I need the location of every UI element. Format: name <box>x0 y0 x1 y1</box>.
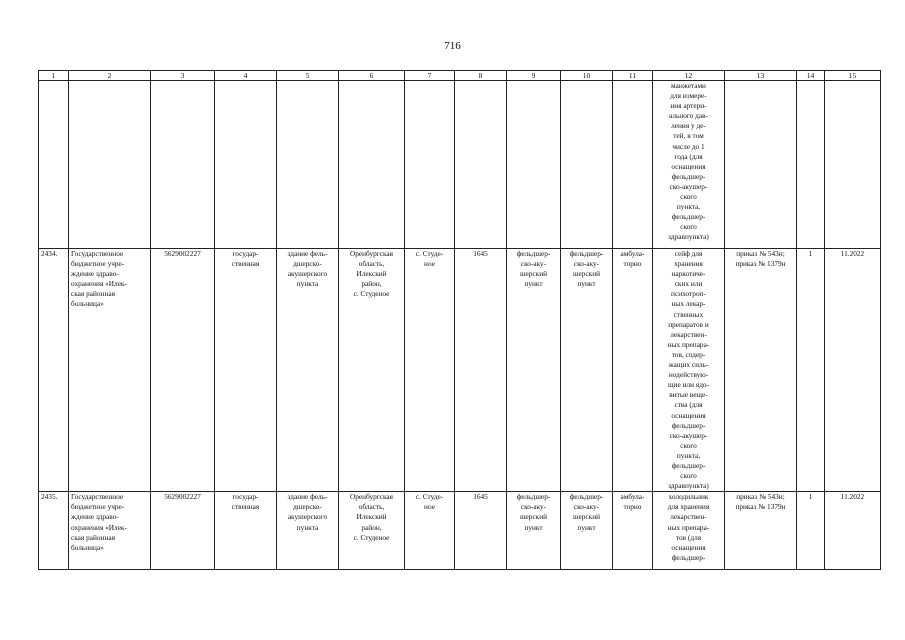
column-header: 10 <box>561 71 613 81</box>
cell-ownership <box>215 81 277 249</box>
cell-building: здание фель- дшерско- акушерского пункта <box>277 492 339 570</box>
column-header: 8 <box>455 71 507 81</box>
cell-unit-type-2: фельдшер- ско-аку- шерский пункт <box>561 249 613 492</box>
column-header: 13 <box>725 71 797 81</box>
cell-care-type: амбула- торно <box>613 249 653 492</box>
column-header: 9 <box>507 71 561 81</box>
cell-ownership: государ- ственная <box>215 492 277 570</box>
cell-qty: 1 <box>797 249 825 492</box>
cell-num: 2435. <box>39 492 69 570</box>
cell-org <box>69 81 151 249</box>
cell-qty <box>797 81 825 249</box>
cell-equipment: манжетами для измере- ния артери- ального дав- ления у де- тей, в том числе до 1 года (для оснащения фельдшер- ско-акушер- ского пункта, фельдшер- ского здравпункта) <box>653 81 725 249</box>
cell-num <box>39 81 69 249</box>
cell-inn: 5629002227 <box>151 492 215 570</box>
cell-date <box>825 81 881 249</box>
cell-equipment: холодильник для хранения лекарствен- ных препара- тов (для оснащения фельдшер- <box>653 492 725 570</box>
cell-settlement: с. Студе- ное <box>405 492 455 570</box>
column-header: 12 <box>653 71 725 81</box>
cell-care-type: амбула- торно <box>613 492 653 570</box>
table-row-continuation <box>39 81 881 249</box>
cell-settlement <box>405 81 455 249</box>
cell-address: Оренбургская область, Илекский район, с. Студеное <box>339 249 405 492</box>
cell-inn <box>151 81 215 249</box>
cell-unit-type-2 <box>561 81 613 249</box>
table-row <box>39 492 881 570</box>
cell-unit-type: фельдшер- ско-аку- шерский пункт <box>507 492 561 570</box>
column-header: 7 <box>405 71 455 81</box>
column-header: 6 <box>339 71 405 81</box>
cell-settlement: с. Студе- ное <box>405 249 455 492</box>
column-header: 14 <box>797 71 825 81</box>
cell-care-type <box>613 81 653 249</box>
table-row <box>39 249 881 492</box>
cell-address: Оренбургская область, Илекский район, с. Студеное <box>339 492 405 570</box>
header-row <box>39 71 881 81</box>
cell-unit-type-2: фельдшер- ско-аку- шерский пункт <box>561 492 613 570</box>
cell-order: приказ № 543н; приказ № 1379н <box>725 249 797 492</box>
cell-ownership: государ- ственная <box>215 249 277 492</box>
cell-unit-type <box>507 81 561 249</box>
page-number: 716 <box>444 40 461 52</box>
column-header: 15 <box>825 71 881 81</box>
cell-org: Государственное бюджетное учре- ждение здраво- охранения «Илек- ская районная больница» <box>69 492 151 570</box>
cell-population: 1645 <box>455 492 507 570</box>
cell-population <box>455 81 507 249</box>
cell-order <box>725 81 797 249</box>
cell-num: 2434. <box>39 249 69 492</box>
cell-population: 1645 <box>455 249 507 492</box>
column-header: 11 <box>613 71 653 81</box>
cell-building: здание фель- дшерско- акушерского пункта <box>277 249 339 492</box>
cell-building <box>277 81 339 249</box>
cell-qty: 1 <box>797 492 825 570</box>
column-header: 5 <box>277 71 339 81</box>
cell-order: приказ № 543н; приказ № 1379н <box>725 492 797 570</box>
column-header: 1 <box>39 71 69 81</box>
cell-org: Государственное бюджетное учре- ждение здраво- охранения «Илек- ская районная больница» <box>69 249 151 492</box>
column-header: 2 <box>69 71 151 81</box>
cell-date: 11.2022 <box>825 492 881 570</box>
cell-unit-type: фельдшер- ско-аку- шерский пункт <box>507 249 561 492</box>
registry-table <box>38 70 881 570</box>
column-header: 3 <box>151 71 215 81</box>
cell-address <box>339 81 405 249</box>
cell-date: 11.2022 <box>825 249 881 492</box>
cell-equipment: сейф для хранения наркотиче- ских или психотроп- ных лекар- ственных препаратов и лекарствен- ных препара- тов, содер- жащих силь- нодействую- щие или ядо- витые веще- ства (для оснащения фельдшер- ско-акушер- ского пункта, фельдшер- ского здравпункта) <box>653 249 725 492</box>
cell-inn: 5629002227 <box>151 249 215 492</box>
column-header: 4 <box>215 71 277 81</box>
